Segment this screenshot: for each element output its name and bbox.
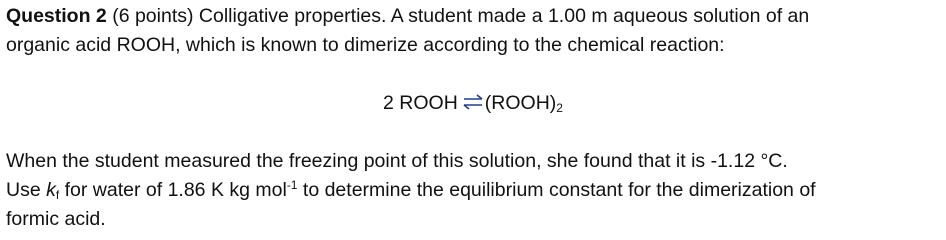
equation-reactant: 2 ROOH (383, 92, 458, 114)
freezing-point-line: When the student measured the freezing point of this solution, she found that it is -1.12 °C. (6, 150, 788, 172)
kf-instruction-line (6, 178, 816, 202)
equation-product-subscript: 2 (556, 101, 563, 115)
kf-subscript: f (55, 188, 60, 202)
kf-value-text: for water of 1.86 K kg mol (59, 179, 287, 201)
kf-line-prefix: Use (6, 179, 47, 201)
question-label: Question 2 (6, 5, 107, 27)
question-header-line (6, 4, 809, 28)
instruction-line-end: formic acid. (6, 208, 106, 230)
mol-exponent: -1 (286, 178, 298, 192)
question-intro-text: Colligative properties. A student made a 1.00 m aqueous solution of an (193, 5, 810, 27)
kf-symbol: k (46, 179, 56, 201)
question-points: (6 points) (112, 5, 194, 27)
equilibrium-arrow-icon (462, 93, 484, 111)
kf-line-suffix: to determine the equilibrium constant for the dimerization of (297, 179, 816, 201)
dimerization-equation (0, 91, 946, 115)
equation-product: (ROOH) (484, 92, 557, 114)
question-intro-line-2: organic acid ROOH, which is known to dimerize according to the chemical reaction: (6, 34, 725, 56)
